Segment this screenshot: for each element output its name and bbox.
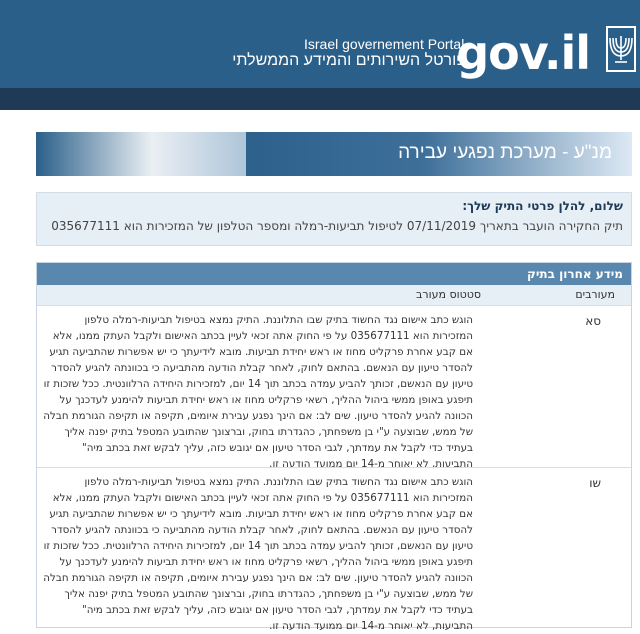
page-title: מנ"ע - מערכת נפגעי עבירה xyxy=(398,142,612,163)
column-status: סטטוס מעורב xyxy=(416,288,481,301)
gov-il-logo[interactable]: gov.il xyxy=(456,26,590,80)
table-row xyxy=(37,467,631,632)
site-header xyxy=(0,0,640,100)
info-panel-title: מידע אחרון בתיק xyxy=(37,263,631,285)
status-cell: הוגש כתב אישום נגד החשוד בתיק שבו התלוננת. התיק נמצא בטיפול תביעות-רמלה טלפון המזכירות הוא 035677111 על פי החוק אתה זכאי לעיין בכתב האישום ולקבל העתק ממנו, אלא אם קבע אחרת פרקליט מחוז או ראש יחידת תביעות. מובא לידיעתך כי יש אפשרות שהתביעה תגיע להסדר טיעון עם הנאשם. בהתאם לחוק, לאחר קבלת הודעה מהתביעה כי בכוונתה להגיע להסדר טיעון עם הנאשם, זכותך להביע עמדה בכתב תוך 14 יום, למזכירות היחידה הרלוונטית. ככל שזכות זו תיפגע באופן ממשי ביהול ההליך, רשאי פרקליט מחוז או ראש יחידת תביעות להימנע לעדכנך על הכוונה להגיע להסדר טיעון. שים לב: אם הינך נפגע עבירת איומים, תקיפה או תקיפה הגורמת חבלה של ממש, שבוצעה ע"י בן משפחתך, כהגדרתו בחוק, וברצונך שהתובע המטפל בתיק יפנה אליך בעתיד כדי לקבל את עמדתך, לגבי הסדר טיעון אם יגובש כזה, עליך לבקש זאת בכתב מיה" התביעות, לא יאוחר מ-14 יום ממועד הודעה זו. xyxy=(43,314,473,470)
portal-title-en: Israel governement Portal xyxy=(304,36,465,52)
menorah-emblem-icon xyxy=(606,26,636,72)
greeting-text: תיק החקירה הועבר בתאריך 07/11/2019 לטיפול תביעות-רמלה ומספר הטלפון של המזכירות הוא 035677111 xyxy=(51,219,623,233)
table-row xyxy=(37,305,631,470)
involved-cell: שו xyxy=(589,476,601,490)
status-cell: הוגש כתב אישום נגד החשוד בתיק שבו התלוננת. התיק נמצא בטיפול תביעות-רמלה טלפון המזכירות הוא 035677111 על פי החוק אתה זכאי לעיין בכתב האישום ולקבל העתק ממנו, אלא אם קבע אחרת פרקליט מחוז או ראש יחידת תביעות. מובא לידיעתך כי יש אפשרות שהתביעה תגיע להסדר טיעון עם הנאשם. בהתאם לחוק, לאחר קבלת הודעה מהתביעה כי בכוונתה להגיע להסדר טיעון עם הנאשם, זכותך להביע עמדה בכתב תוך 14 יום, למזכירות היחידה הרלוונטית. ככל שזכות זו תיפגע באופן ממשי ביהול ההליך, רשאי פרקליט מחוז או ראש יחידת תביעות להימנע לעדכנך על הכוונה להגיע להסדר טיעון. שים לב: אם הינך נפגע עבירת איומים, תקיפה או תקיפה הגורמת חבלה של ממש, שבוצעה ע"י בן משפחתך, כהגדרתו בחוק, וברצונך שהתובע המטפל בתיק יפנה אליך בעתיד כדי לקבל את עמדתך, לגבי הסדר טיעון אם יגובש כזה, עליך לבקש זאת בכתב מיה" התביעות, לא יאוחר מ-14 יום ממועד הודעה זו. xyxy=(43,476,473,632)
portal-title-he: פורטל השירותים והמידע הממשלתי xyxy=(232,52,466,69)
page-banner xyxy=(36,132,632,176)
greeting-title: שלום, להלן פרטי התיק שלך: xyxy=(462,199,623,213)
involved-cell: סא xyxy=(585,314,601,328)
case-greeting-box xyxy=(36,192,632,246)
case-info-panel xyxy=(36,262,632,632)
header-stripe xyxy=(0,88,640,110)
table-header xyxy=(37,285,631,305)
column-involved: מעורבים xyxy=(575,288,615,301)
banner-decoration xyxy=(36,132,246,176)
